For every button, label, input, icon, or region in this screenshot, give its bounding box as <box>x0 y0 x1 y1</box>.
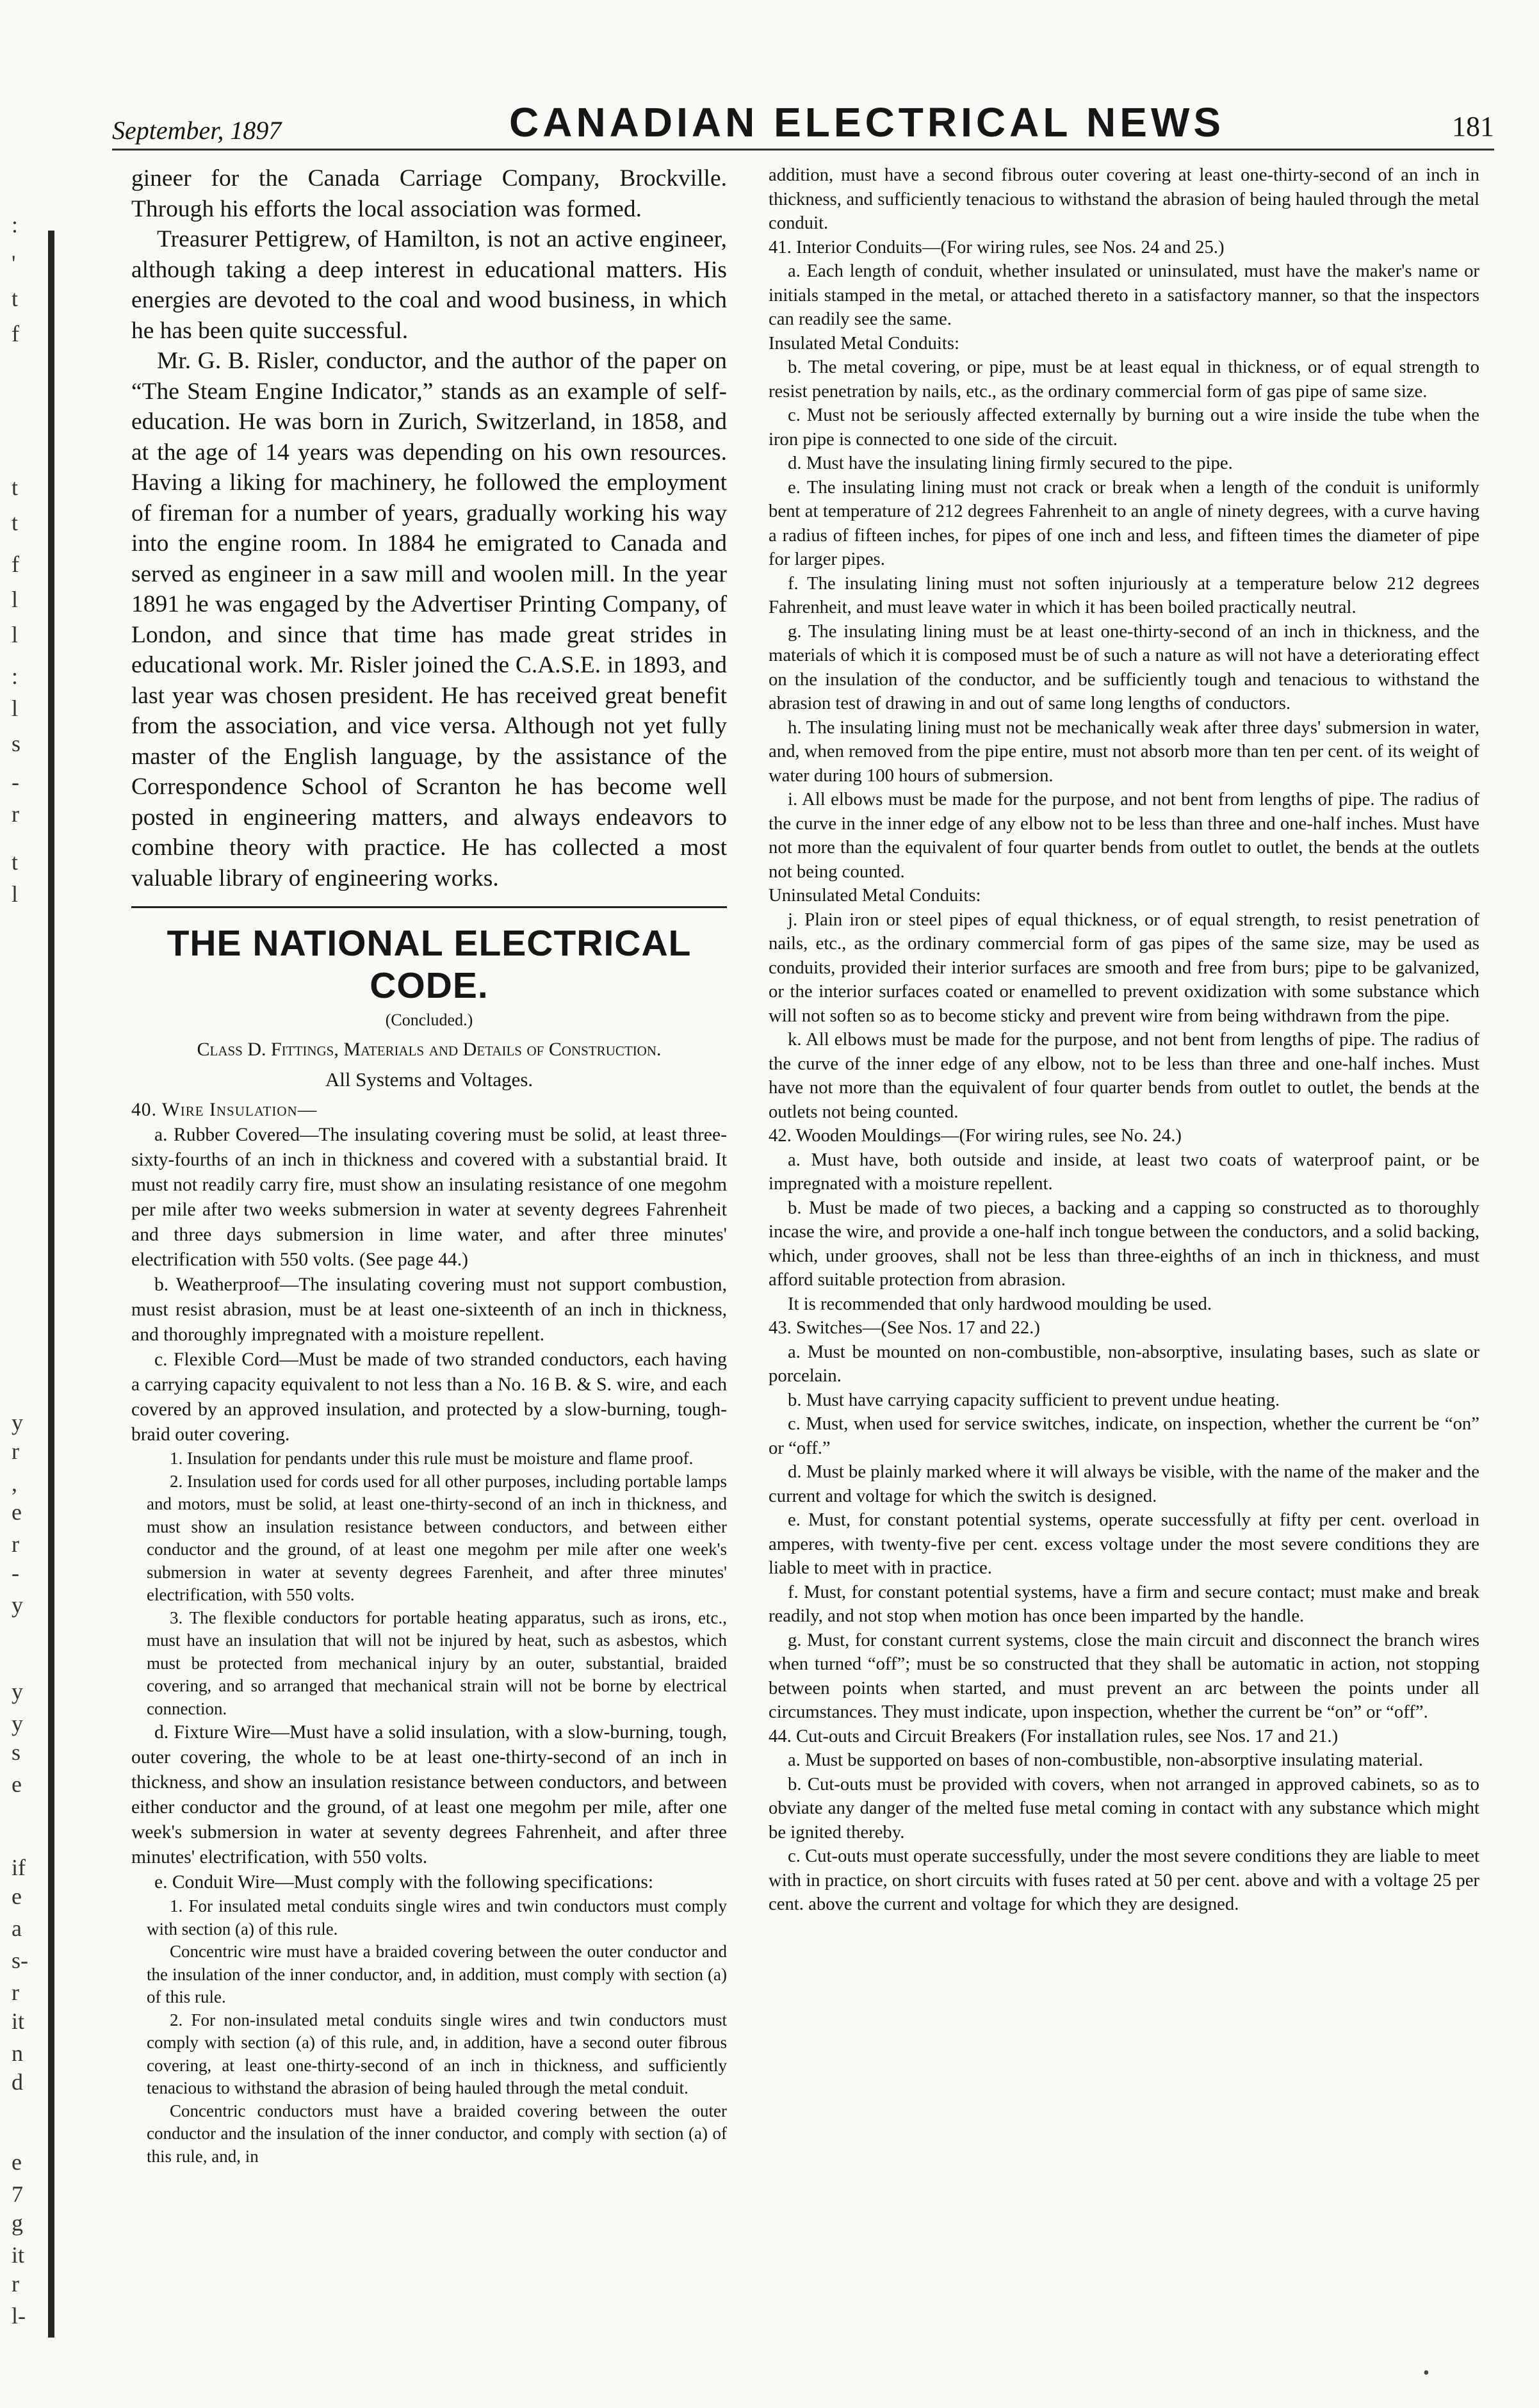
margin-fragment: e <box>12 2149 22 2175</box>
margin-fragment: r <box>12 801 19 827</box>
article-paragraph: Mr. G. B. Risler, conductor, and the author of the paper on “The Steam Engine Indicator,” stands as an example of self-education. He was born in Zurich, Switzerland, in 1858, and at the age of 14 years was depending on his own resources. Having a liking for machinery, he followed the employment of fireman for a number of years, gradually working his way into the engine room. In 1884 he emigrated to Canada and served as engineer in a saw mill and woolen mill. In the year 1891 he was engaged by the Advertiser Printing Company, of London, and since that time has made great strides in educational work. Mr. Risler joined the C.A.S.E. in 1893, and last year was chosen president. He has received great benefit from the association, and vice versa. Although not yet fully master of the English language, by the assistance of the Correspondence School of Scranton he has become well posted in engineering matters, and always endeavors to combine theory with practice. He has collected a most valuable library of engineering works. <box>131 348 727 891</box>
code-clause: g. The insulating lining must be at least one-thirty-second of an inch in thickness, and the materials of which it is composed must be of such a nature as will not have a deteriorating effect on the insulation of the conductor, and be sufficiently tough and tenacious to withstand the abrasion test of drawing in and out of same long lengths of conductors. <box>769 621 1479 713</box>
margin-fragment: r <box>12 1438 19 1464</box>
gutter-shadow-bar <box>48 231 54 2338</box>
margin-fragment: , <box>12 1470 17 1496</box>
code-clause: h. The insulating lining must not be mechanically weak after three days' submersion in water, and, when removed from the pipe entire, must not absorb more than ten per cent. of its weight of water during 100 hours of submersion. <box>769 717 1479 786</box>
rule-heading: 44. Cut-outs and Circuit Breakers (For installation rules, see Nos. 17 and 21.) <box>769 1725 1339 1746</box>
margin-fragment: r <box>12 1980 19 2005</box>
section-rule <box>131 906 727 908</box>
section-title: THE NATIONAL ELECTRICAL CODE. <box>167 923 692 1006</box>
article-paragraph: gineer for the Canada Carriage Company, Brockville. Through his efforts the local association was formed. <box>131 165 727 222</box>
code-clause: b. Weatherproof—The insulating covering must not support combustion, must resist abrasion, must be at least one-sixteenth of an inch in thickness, and thoroughly impregnated with a moisture repellent. <box>131 1274 727 1345</box>
code-clause: e. Conduit Wire—Must comply with the following specifications: <box>154 1872 654 1892</box>
right-column <box>769 163 1479 2392</box>
code-clause: addition, must have a second fibrous outer covering at least one-thirty-second of an inch in thickness, and sufficiently tenacious to withstand the abrasion of being hauled through the metal conduit. <box>769 165 1479 233</box>
margin-fragment: r <box>12 1531 19 1557</box>
margin-fragment: t <box>12 849 19 875</box>
margin-fragment: g <box>12 2210 23 2236</box>
margin-fragment: - <box>12 769 19 795</box>
code-clause: i. All elbows must be made for the purpose, and not bent from lengths of pipe. The radius of the curve in the inner edge of any elbow not to be less than three and one-half inches. Must have not more than the equivalent of four quarter bends from outlet to outlet, the bends at the outlets not being counted. <box>769 789 1479 882</box>
margin-fragment: s <box>12 1739 21 1765</box>
code-clause: It is recommended that only hardwood moulding be used. <box>788 1293 1212 1314</box>
margin-fragment: s <box>12 731 21 756</box>
margin-fragment: t <box>12 475 19 500</box>
left-column <box>131 163 727 2379</box>
code-clause: b. Cut-outs must be provided with covers, when not arranged in approved cabinets, so as to obviate any danger of the melted fuse metal coming in contact with any substance which might be ignited thereby. <box>769 1773 1479 1843</box>
class-heading: Class D. Fittings, Materials and Details of Construction. <box>197 1039 662 1060</box>
rule-heading: 40. Wire Insulation— <box>131 1100 318 1120</box>
rule-heading: Insulated Metal Conduits: <box>769 332 959 354</box>
margin-fragment: y <box>12 1592 23 1618</box>
rule-heading: 41. Interior Conduits—(For wiring rules, see Nos. 24 and 25.) <box>769 236 1225 257</box>
margin-fragment: a <box>12 1916 22 1941</box>
margin-fragment: y <box>12 1679 23 1704</box>
code-clause: e. Must, for constant potential systems, operate successfully at fifty per cent. overload in amperes, with twenty-five per cent. excess voltage under the most severe conditions they are liable to meet with in practice. <box>769 1509 1479 1578</box>
margin-fragment: d <box>12 2069 23 2095</box>
code-clause: e. The insulating lining must not crack or break when a length of the conduit is uniformly bent at temperature of 212 degrees Fahrenheit to an angle of ninety degrees, with a curve having a radius of fifteen inches, for pipes of one inch and less, and fifteen times the diameter of pipe for larger pipes. <box>769 476 1479 569</box>
publication-title: CANADIAN ELECTRICAL NEWS <box>509 99 1225 145</box>
code-clause: b. The metal covering, or pipe, must be at least equal in thickness, or of equal strength to resist penetration by nails, etc., as the ordinary commercial form of gas pipe of same size. <box>769 357 1479 402</box>
margin-fragment: n <box>12 2040 23 2066</box>
code-clause: k. All elbows must be made for the purpose, and not bent from lengths of pipe. The radius of the curve of the inner edge of any elbow, not to be less than three and one-half inches. Must have not more than the equivalent of four quarter bends from outlet to outlet, the bends at the outlets not being counted. <box>769 1029 1479 1122</box>
code-clause: c. Must, when used for service switches, indicate, on inspection, whether the current be “on” or “off.” <box>769 1413 1479 1458</box>
code-clause: c. Must not be seriously affected externally by burning out a wire inside the tube when the iron pipe is connected to one side of the circuit. <box>769 405 1479 450</box>
margin-fragment: e <box>12 1499 22 1525</box>
code-subclause: 3. The flexible conductors for portable heating apparatus, such as irons, etc., must have an insulation that will not be injured by heat, such as asbestos, which must be protected from mechanical injury by an outer, substantial, braided covering, and so arranged that mechanical strain will not be borne by electrical connection. <box>147 1607 727 1718</box>
code-clause: d. Fixture Wire—Must have a solid insulation, with a slow-burning, tough, outer covering, the whole to be at least one-thirty-second of an inch in thickness, and show an insulation resistance between conductors, and between either conductor and the ground, of at least one megohm per mile, after one week's submersion in water at seventy degrees Fahrenheit, and after three minutes' electrification, with 550 volts. <box>131 1722 727 1867</box>
code-clause: d. Must be plainly marked where it will always be visible, with the name of the maker and the current and voltage for which the switch is designed. <box>769 1461 1479 1506</box>
code-subclause: 1. For insulated metal conduits single wires and twin conductors must comply with section (a) of this rule. <box>147 1896 727 1939</box>
header-rule <box>112 149 1494 150</box>
margin-fragment: l <box>12 587 19 612</box>
code-subclause: Concentric wire must have a braided covering between the outer conductor and the insulation of the inner conductor, and, in addition, must comply with section (a) of this rule. <box>147 1942 727 2006</box>
margin-fragment: - <box>12 1560 19 1586</box>
code-clause: a. Rubber Covered—The insulating covering must be solid, at least three-sixty-fourths of an inch in thickness and covered with a substantial braid. It must not readily carry fire, must show an insulating resistance of one megohm per mile after two weeks submersion in water at seventy degrees Fahrenheit and three days submersion in lime water, and after three minutes' electrification with 550 volts. (See page 44.) <box>131 1125 727 1270</box>
margin-fragment: f <box>12 321 19 346</box>
margin-fragment: l <box>12 696 19 721</box>
margin-fragments <box>0 211 45 2389</box>
article-continuation <box>131 163 727 893</box>
margin-fragment: if <box>12 1855 26 1880</box>
page-number: 181 <box>1452 111 1494 142</box>
code-text-left <box>131 1098 727 2168</box>
margin-fragment: y <box>12 1711 23 1736</box>
margin-fragment: it <box>12 2242 25 2268</box>
code-clause: b. Must have carrying capacity sufficient to prevent undue heating. <box>788 1389 1280 1410</box>
margin-fragment: : <box>12 663 19 689</box>
code-clause: c. Cut-outs must operate successfully, under the most severe conditions they are liable to meet with in practice, on short circuits with fuses rated at 50 per cent. above and with a voltage 25 per cent. above the current and voltage for which they are designed. <box>769 1846 1479 1914</box>
margin-fragment: y <box>12 1410 23 1435</box>
margin-fragment: f <box>12 551 19 577</box>
rule-heading: Uninsulated Metal Conduits: <box>769 885 981 906</box>
margin-fragment: e <box>12 1771 22 1797</box>
issue-date: September, 1897 <box>112 116 282 145</box>
code-clause: a. Must be mounted on non-combustible, non-absorptive, insulating bases, such as slate or porcelain. <box>769 1341 1479 1386</box>
code-clause: f. The insulating lining must not soften injuriously at a temperature below 212 degrees Fahrenheit, and must leave water in which it has been boiled practically neutral. <box>769 573 1479 617</box>
systems-heading: All Systems and Voltages. <box>325 1068 533 1091</box>
margin-fragment: t <box>12 286 19 311</box>
code-clause: a. Must be supported on bases of non-combustible, non-absorptive insulating material. <box>788 1750 1423 1770</box>
code-subclause: Concentric conductors must have a braided covering between the outer conductor and the insulation of the inner conductor, and comply with section (a) of this rule, and, in <box>147 2101 727 2166</box>
code-subclause: 2. For non-insulated metal conduits single wires and twin conductors must comply with section (a) of this rule, and, in addition, have a second outer fibrous covering, at least one-thirty-second of an inch in thickness, and sufficiently tenacious to withstand the abrasion of being hauled through the metal conduit. <box>147 2010 727 2097</box>
code-clause: f. Must, for constant potential systems, have a firm and secure contact; must make and break readily, and not stop when motion has once been imparted by the handle. <box>769 1581 1479 1626</box>
margin-fragment: l- <box>12 2303 26 2329</box>
ink-speck: • <box>1423 2363 1429 2383</box>
margin-fragment: 7 <box>12 2181 23 2207</box>
code-subclause: 1. Insulation for pendants under this rule must be moisture and flame proof. <box>170 1449 694 1468</box>
code-clause: j. Plain iron or steel pipes of equal thickness, or of equal strength, to resist penetration of nails, etc., as the ordinary commercial form of gas pipes of the same size, may be used as conduits, provided their interior surfaces are smooth and free from burs; pipe to be galvanized, or the interior surfaces coated or enamelled to prevent oxidization with some substance which will not soften so as to become sticky and prevent wire from being withdrawn from the pipe. <box>769 909 1479 1026</box>
running-head <box>112 96 1494 145</box>
code-clause: g. Must, for constant current systems, close the main circuit and disconnect the branch wires when turned “off”; must be so constructed that they shall be automatic in action, not stopping between points when started, and must prevent an arc between the points under all circumstances. They must indicate, upon inspection, whether the current be “on” or “off”. <box>769 1629 1479 1722</box>
margin-fragment: l <box>12 881 19 907</box>
rule-heading: 42. Wooden Mouldings—(For wiring rules, see No. 24.) <box>769 1125 1182 1146</box>
margin-fragment: t <box>12 510 19 535</box>
margin-fragment: l <box>12 622 19 647</box>
code-clause: b. Must be made of two pieces, a backing and a capping so constructed as to thoroughly incase the wire, and provide a one-half inch tongue between the conductors, and a solid backing, which, under grooves, shall not be less than three-eighths of an inch in thickness, and must afford suitable protection from abrasion. <box>769 1197 1479 1290</box>
margin-fragment: ' <box>12 250 16 276</box>
code-clause: a. Each length of conduit, whether insulated or uninsulated, must have the maker's name or initials stamped in the metal, or attached thereto in a satisfactory manner, so that the inspectors can readily see the same. <box>769 261 1479 329</box>
article-paragraph: Treasurer Pettigrew, of Hamilton, is not an active engineer, although taking a deep interest in educational matters. His energies are devoted to the coal and wood business, in which he has been quite successful. <box>131 226 727 344</box>
margin-fragment: s- <box>12 1948 28 1973</box>
margin-fragment: it <box>12 2008 25 2034</box>
margin-fragment: : <box>12 212 19 238</box>
code-subclause: 2. Insulation used for cords used for all other purposes, including portable lamps and motors, must be solid, at least one-thirty-second of an inch in thickness, and must show an insulation resistance between conductors, and between either conductor and the ground, of at least one megohm per mile after one week's submersion in water at seventy degrees Farenheit, and after three minutes' electrification, with 550 volts. <box>147 1471 727 1604</box>
code-clause: a. Must have, both outside and inside, at least two coats of waterproof paint, or be impregnated with a moisture repellent. <box>769 1149 1479 1194</box>
code-clause: c. Flexible Cord—Must be made of two stranded conductors, each having a carrying capacity equivalent to not less than a No. 16 B. & S. wire, and each covered by an approved insulation, and protected by a slow-burning, tough-braid outer covering. <box>131 1349 727 1445</box>
margin-fragment: r <box>12 2271 19 2297</box>
margin-fragment: e <box>12 1883 22 1909</box>
code-clause: d. Must have the insulating lining firmly secured to the pipe. <box>788 453 1233 473</box>
rule-heading: 43. Switches—(See Nos. 17 and 22.) <box>769 1317 1040 1338</box>
concluded-note: (Concluded.) <box>385 1011 473 1029</box>
